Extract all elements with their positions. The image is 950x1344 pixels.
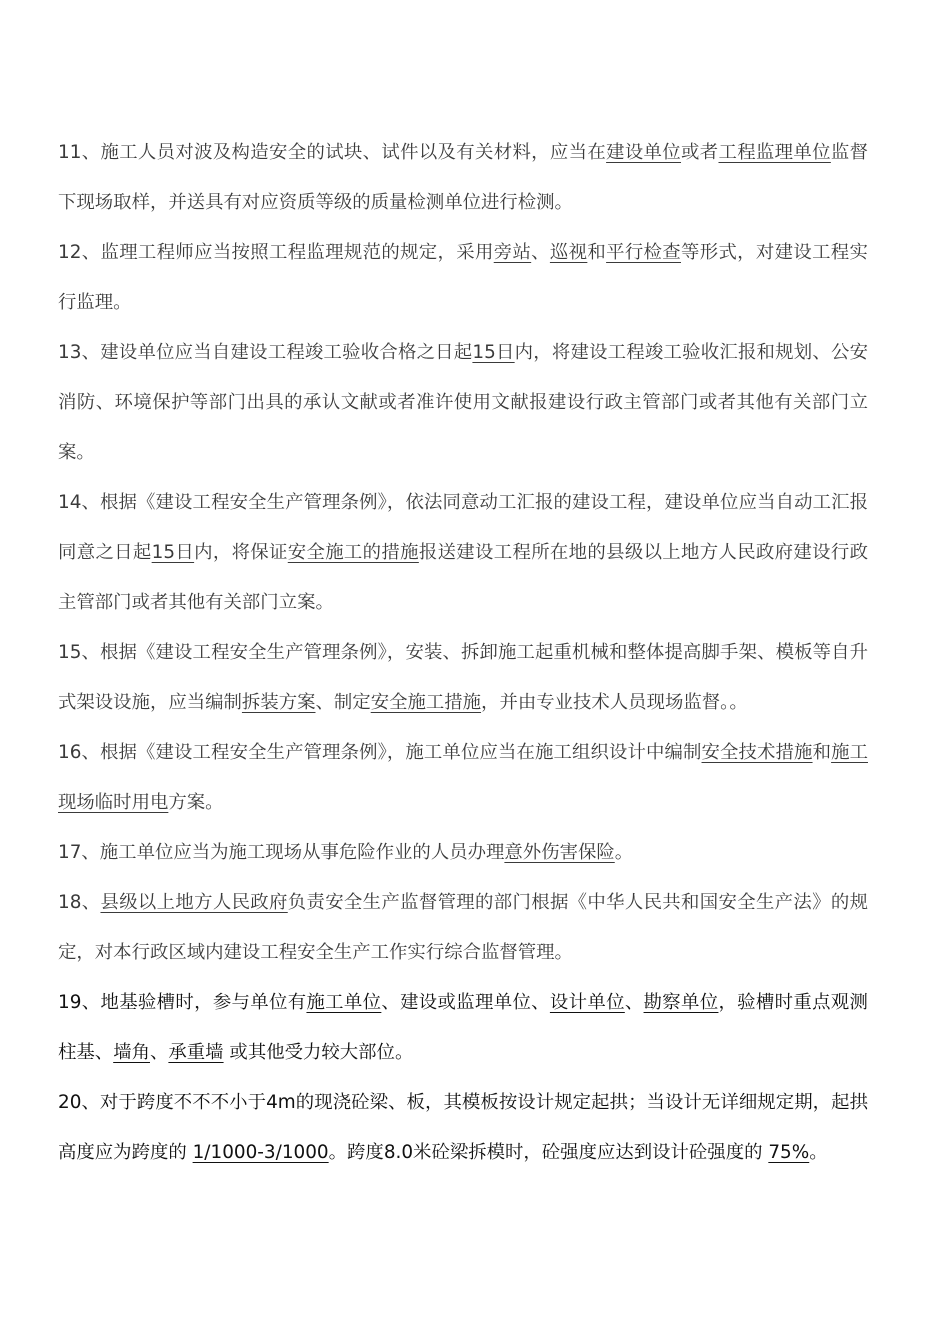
document-page bbox=[58, 128, 868, 1178]
underlined-answer: 安全技术措施 bbox=[701, 742, 813, 763]
text-segment: 。 bbox=[809, 1142, 828, 1163]
underlined-answer: 15日 bbox=[472, 342, 515, 363]
underlined-answer: 平行检查 bbox=[606, 242, 681, 263]
text-segment: 13、建设单位应当自建设工程竣工验收合格之日起 bbox=[58, 342, 473, 363]
underlined-answer: 承重墙 bbox=[168, 1042, 224, 1063]
text-segment: 和 bbox=[812, 742, 832, 763]
underlined-answer: 施工现场临时用电 bbox=[58, 742, 868, 813]
text-segment: 和 bbox=[587, 242, 607, 263]
text-segment: 、建设或监理单位、 bbox=[381, 992, 550, 1013]
underlined-answer: 15日 bbox=[151, 542, 195, 563]
item-19-paragraph bbox=[58, 978, 868, 1078]
underlined-answer: 意外伤害保险 bbox=[504, 842, 615, 863]
text-segment: 内，将保证 bbox=[194, 542, 288, 563]
underlined-answer: 拆装方案 bbox=[241, 692, 316, 713]
item-17-paragraph bbox=[58, 828, 868, 878]
text-segment: 20、对于跨度不不不小于4m的现浇砼梁、板，其模板按设计规定起拱；当设计无详细规定期，起拱高度应为跨度的 bbox=[58, 1092, 868, 1163]
text-segment: 。 bbox=[614, 842, 634, 863]
underlined-answer: 施工单位 bbox=[306, 992, 382, 1013]
text-segment: 、 bbox=[149, 1042, 169, 1063]
text-segment: 或者 bbox=[681, 142, 719, 163]
text-segment: 。跨度8.0米砼梁拆模时，砼强度应达到设计砼强度的 bbox=[328, 1142, 769, 1163]
underlined-answer: 巡视 bbox=[549, 242, 588, 263]
text-segment: 或其他受力较大部位。 bbox=[223, 1042, 414, 1063]
item-16-paragraph bbox=[58, 728, 868, 828]
text-segment: 报送建设工程所在地的县级以上地方人民政府建设行政主管部门或者其他有关部门立案。 bbox=[58, 542, 868, 613]
item-14-paragraph bbox=[58, 478, 868, 628]
text-segment: ，并由专业技术人员现场监督。。 bbox=[481, 692, 748, 713]
underlined-answer: 旁站 bbox=[493, 242, 532, 263]
item-11-paragraph bbox=[58, 128, 868, 228]
text-segment: 、 bbox=[531, 242, 550, 263]
underlined-answer: 75% bbox=[768, 1142, 810, 1163]
underlined-answer: 建设单位 bbox=[606, 142, 682, 163]
item-20-paragraph bbox=[58, 1078, 868, 1178]
underlined-answer: 安全施工的措施 bbox=[287, 542, 419, 563]
text-segment: 监督下现场取样，并送具有对应资质等级的质量检测单位进行检测。 bbox=[58, 142, 868, 213]
item-15-paragraph bbox=[58, 628, 868, 728]
text-segment: 负责安全生产监督管理的部门根据《中华人民共和国安全生产法》的规定，对本行政区域内建设工程安全生产工作实行综合监督管理。 bbox=[58, 892, 868, 963]
text-segment: 12、监理工程师应当按照工程监理规范的规定，采用 bbox=[58, 242, 494, 263]
text-segment: 16、根据《建设工程安全生产管理条例》，施工单位应当在施工组织设计中编制 bbox=[58, 742, 702, 763]
text-segment: 、制定 bbox=[315, 692, 371, 713]
underlined-answer: 勘察单位 bbox=[643, 992, 719, 1013]
underlined-answer: 工程监理单位 bbox=[718, 142, 831, 163]
text-segment: 11、施工人员对波及构造安全的试块、试件以及有关材料，应当在 bbox=[58, 142, 607, 163]
underlined-answer: 设计单位 bbox=[549, 992, 625, 1013]
text-segment: 等形式，对建设工程实行监理。 bbox=[58, 242, 868, 313]
underlined-answer: 1/1000-3/1000 bbox=[192, 1142, 329, 1163]
text-segment: 18、 bbox=[58, 892, 101, 913]
text-segment: 、 bbox=[624, 992, 644, 1013]
text-segment: 方案。 bbox=[168, 792, 224, 813]
text-segment: 14、根据《建设工程安全生产管理条例》，依法同意动工汇报的建设工程，建设单位应当自动工汇报同意之日起 bbox=[58, 492, 868, 563]
underlined-answer: 墙角 bbox=[113, 1042, 150, 1063]
text-segment: 15、根据《建设工程安全生产管理条例》，安装、拆卸施工起重机械和整体提高脚手架、模板等自升式架设设施，应当编制 bbox=[58, 642, 868, 713]
text-segment: 内，将建设工程竣工验收汇报和规划、公安消防、环境保护等部门出具的承认文献或者准许使用文献报建设行政主管部门或者其他有关部门立案。 bbox=[58, 342, 868, 463]
text-segment: 19、地基验槽时，参与单位有 bbox=[58, 992, 307, 1013]
underlined-answer: 县级以上地方人民政府 bbox=[100, 892, 288, 913]
item-12-paragraph bbox=[58, 228, 868, 328]
item-13-paragraph bbox=[58, 328, 868, 478]
text-segment: 17、施工单位应当为施工现场从事危险作业的人员办理 bbox=[58, 842, 505, 863]
underlined-answer: 安全施工措施 bbox=[370, 692, 482, 713]
item-18-paragraph bbox=[58, 878, 868, 978]
text-segment: ，验槽时重点观测柱基、 bbox=[58, 992, 868, 1063]
